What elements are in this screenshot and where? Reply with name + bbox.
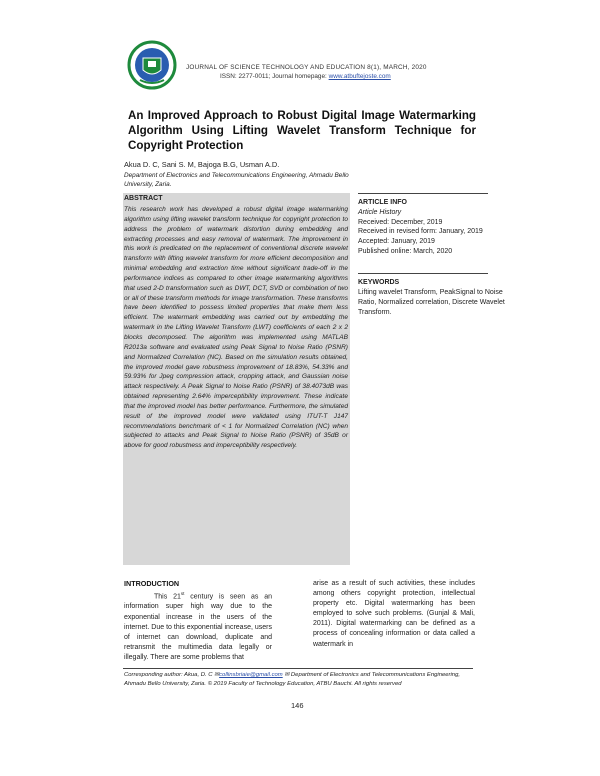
issn-text: ISSN: 2277-0011; Journal homepage: bbox=[220, 73, 329, 80]
affiliation: Department of Electronics and Telecommunications Engineering, Ahmadu Bello University, Zaria. bbox=[124, 172, 349, 188]
footer-divider bbox=[123, 668, 473, 669]
received-date: Received: December, 2019 bbox=[358, 218, 443, 226]
email-icon: ✉ bbox=[214, 672, 220, 678]
corr-author-suffix: Department of Electronics and Telecommunications Engineering, Ahmadu Bello University, Zaria. © 2019 Faculty of Technology Education, ATBU Bauchi. All rights reserved bbox=[124, 672, 460, 687]
journal-name: JOURNAL OF SCIENCE TECHNOLOGY AND EDUCATION 8(1), MARCH, 2020 bbox=[186, 64, 427, 71]
keywords bbox=[358, 278, 508, 318]
article-info bbox=[358, 198, 518, 257]
page-number: 146 bbox=[291, 701, 304, 710]
journal-issn bbox=[220, 72, 520, 81]
abstract-heading: ABSTRACT bbox=[124, 195, 163, 202]
email-icon-2: ✉ bbox=[284, 672, 290, 678]
abstract-text: This research work has developed a robust digital image watermarking algorithm using lifting wavelet transform technique for copyright protection to address the problem of watermark distortion during embedding and extracting processes and easy removal of watermark. The improvement in this work is predicated on the replacement of conventional discrete wavelet transform with lifting wavelet transform for more efficient decomposition and minimal embedding and extraction time without significant trade-off in the performance indices as compared to other image watermarking algorithms that used 2-D transformation such as DWT, DCT, SVD or combination of two or all of these transform methods for image transformation. These transforms have been identified to possess limited properties that make them less efficient. The watermark embedding was carried out by embedding the watermark in the Lifting Wavelet Transform (LWT) coefficients of each 2 x 2 blocks decomposed. The algorithm was implemented using MATLAB R2013a software and evaluated using Peak Signal to Noise Ratio (PSNR) and Normalized Correlation (NC). Based on the simulation results obtained, the improved model gave robustness improvement of 18.83%, 54.33% and 59.93% for Jpeg compression attack, cropping attack, and Gaussian noise attack respectively. A Peak Signal to Noise Ratio (PSNR) of 38.4073dB was obtained representing 2.64% imperceptibility improvement. These indicate that the improved model has better performance. Furthermore, the simulated result of the improved model were validated using ITUT-T J147 recommendations benchmark of < 1 for Normalized Correlation (NC) when subjected to attacks and Peak Signal to Noise Ratio (PSNR) of 35dB or above for good robustness and imperceptibility respectively. bbox=[124, 206, 348, 450]
revised-date: Received in revised form: January, 2019 bbox=[358, 228, 483, 236]
article-info-heading: ARTICLE INFO bbox=[358, 199, 407, 206]
accepted-date: Accepted: January, 2019 bbox=[358, 238, 435, 246]
keywords-heading: KEYWORDS bbox=[358, 279, 400, 286]
paper-title: An Improved Approach to Robust Digital Image Watermarking Algorithm Using Lifting Wavelet Transform Technique for Copyright Protection bbox=[128, 109, 476, 152]
corresponding-author-note bbox=[124, 671, 476, 689]
journal-homepage-link[interactable]: www.atbuftejoste.com bbox=[328, 73, 391, 80]
keywords-divider bbox=[358, 273, 488, 274]
introduction-heading: INTRODUCTION bbox=[124, 579, 180, 588]
keywords-text: Lifting wavelet Transform, PeakSignal to Noise Ratio, Normalized correlation, Discrete Wavelet Transform. bbox=[358, 289, 505, 316]
introduction-column-1 bbox=[124, 589, 272, 663]
introduction-column-2: arise as a result of such activities, these includes among others copyright protection, intellectual property etc. Digital watermarking has been employed to solve such problems. (Gunjal & Mali, 2011). Digital watermarking can be defined as a process of concealing information or data called a watermark in bbox=[313, 580, 475, 648]
authors: Akua D. C, Sani S. M, Bajoga B.G, Usman A.D. bbox=[124, 160, 280, 169]
article-info-divider bbox=[358, 193, 488, 194]
article-history-label: Article History bbox=[358, 208, 402, 216]
intro-text-start: This 21 bbox=[154, 593, 181, 601]
published-date: Published online: March, 2020 bbox=[358, 247, 453, 255]
intro-text-rest: century is seen as an information super high way due to the exponential increase in the users of the internet. Due to this exponential increase, users of internet can download, duplicate and retransmit the multimedia data legally or illegally. There are some problems that bbox=[124, 593, 272, 661]
intro-superscript: st bbox=[180, 591, 185, 596]
author-email-link[interactable]: collinsbriaie@gmail.com bbox=[219, 672, 283, 678]
journal-logo bbox=[126, 40, 178, 90]
corr-author-prefix: Corresponding author: Akua, D. C bbox=[124, 672, 213, 678]
